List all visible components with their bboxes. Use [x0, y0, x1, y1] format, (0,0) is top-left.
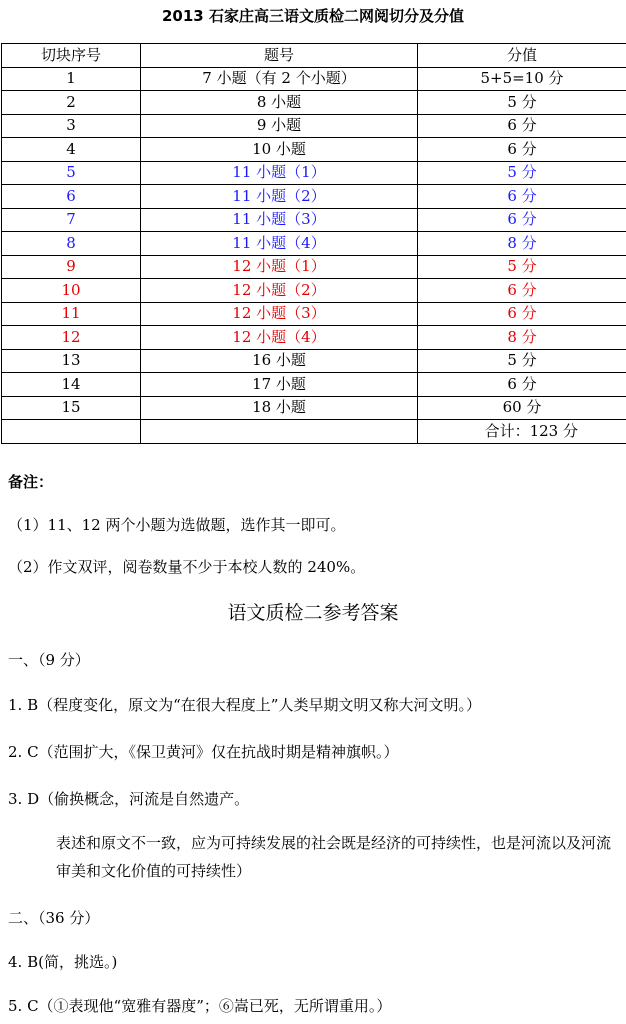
note-item-2: （2）作文双评，阅卷数量不少于本校人数的 240%。 [8, 558, 366, 576]
score-cell: 6 分 [418, 302, 626, 326]
question-cell: 12 小题（3） [141, 302, 418, 326]
question-cell: 12 小题（1） [141, 255, 418, 279]
block-no-cell: 14 [2, 373, 141, 397]
score-cell: 5+5=10 分 [418, 67, 626, 91]
question-cell: 16 小题 [141, 349, 418, 373]
table-row [2, 161, 626, 185]
answer-4: 4. B(简，挑选。) [8, 953, 118, 971]
section-2-heading: 二、（36 分） [8, 909, 100, 927]
block-no-cell: 12 [2, 326, 141, 350]
score-cell: 5 分 [418, 161, 626, 185]
question-cell: 12 小题（4） [141, 326, 418, 350]
block-no-cell: 11 [2, 302, 141, 326]
score-cell: 6 分 [418, 279, 626, 303]
table-row [2, 232, 626, 256]
table-total-row [2, 420, 626, 444]
score-cell: 6 分 [418, 114, 626, 138]
table-row [2, 138, 626, 162]
header-block-no: 切块序号 [2, 44, 141, 68]
question-cell: 11 小题（2） [141, 185, 418, 209]
score-cell: 6 分 [418, 138, 626, 162]
score-cell: 8 分 [418, 326, 626, 350]
score-cell: 6 分 [418, 373, 626, 397]
question-cell: 11 小题（1） [141, 161, 418, 185]
block-no-cell: 8 [2, 232, 141, 256]
table-header-row [2, 44, 626, 68]
question-cell: 9 小题 [141, 114, 418, 138]
table-row [2, 114, 626, 138]
table-row [2, 91, 626, 115]
question-cell: 11 小题（4） [141, 232, 418, 256]
score-cell: 6 分 [418, 185, 626, 209]
answer-2: 2. C（范围扩大，《保卫黄河》仅在抗战时期是精神旗帜。） [8, 743, 399, 761]
note-item-1: （1）11、12 两个小题为选做题，选作其一即可。 [8, 516, 346, 534]
total-empty-cell [2, 420, 141, 444]
table-row [2, 396, 626, 420]
table-row [2, 326, 626, 350]
question-cell: 8 小题 [141, 91, 418, 115]
block-no-cell: 6 [2, 185, 141, 209]
block-no-cell: 13 [2, 349, 141, 373]
table-row [2, 349, 626, 373]
notes-label: 备注： [8, 473, 54, 491]
block-no-cell: 5 [2, 161, 141, 185]
header-question: 题号 [141, 44, 418, 68]
block-no-cell: 9 [2, 255, 141, 279]
table-row [2, 373, 626, 397]
answer-1: 1. B（程度变化，原文为“在很大程度上”人类早期文明又称大河文明。） [8, 696, 481, 714]
block-no-cell: 7 [2, 208, 141, 232]
score-cell: 6 分 [418, 208, 626, 232]
table-row [2, 302, 626, 326]
question-cell: 18 小题 [141, 396, 418, 420]
block-no-cell: 10 [2, 279, 141, 303]
answer-5: 5. C（①表现他“宽雅有器度”；⑥嵩已死，无所谓重用。） [8, 997, 392, 1015]
table-row [2, 208, 626, 232]
table-row [2, 67, 626, 91]
document-title: 2013 石家庄高三语文质检二网阅切分及分值 [162, 7, 464, 25]
answers-title: 语文质检二参考答案 [227, 602, 399, 624]
header-score: 分值 [418, 44, 626, 68]
table-row [2, 279, 626, 303]
answer-3: 3. D（偷换概念，河流是自然遗产。 [8, 790, 250, 808]
block-no-cell: 2 [2, 91, 141, 115]
score-table [1, 43, 626, 444]
block-no-cell: 3 [2, 114, 141, 138]
score-cell: 5 分 [418, 255, 626, 279]
question-cell: 10 小题 [141, 138, 418, 162]
table-row [2, 255, 626, 279]
section-1-heading: 一、（9 分） [8, 651, 90, 669]
score-cell: 5 分 [418, 91, 626, 115]
block-no-cell: 4 [2, 138, 141, 162]
question-cell: 17 小题 [141, 373, 418, 397]
score-cell: 60 分 [418, 396, 626, 420]
total-cell: 合计：123 分 [418, 420, 626, 444]
question-cell: 11 小题（3） [141, 208, 418, 232]
block-no-cell: 15 [2, 396, 141, 420]
block-no-cell: 1 [2, 67, 141, 91]
question-cell: 7 小题（有 2 个小题） [141, 67, 418, 91]
answer-3-continued: 表述和原文不一致，应为可持续发展的社会既是经济的可持续性，也是河流以及河流审美和文化价值的可持续性） [56, 834, 612, 880]
score-cell: 5 分 [418, 349, 626, 373]
table-row [2, 185, 626, 209]
total-empty-cell [141, 420, 418, 444]
question-cell: 12 小题（2） [141, 279, 418, 303]
score-cell: 8 分 [418, 232, 626, 256]
